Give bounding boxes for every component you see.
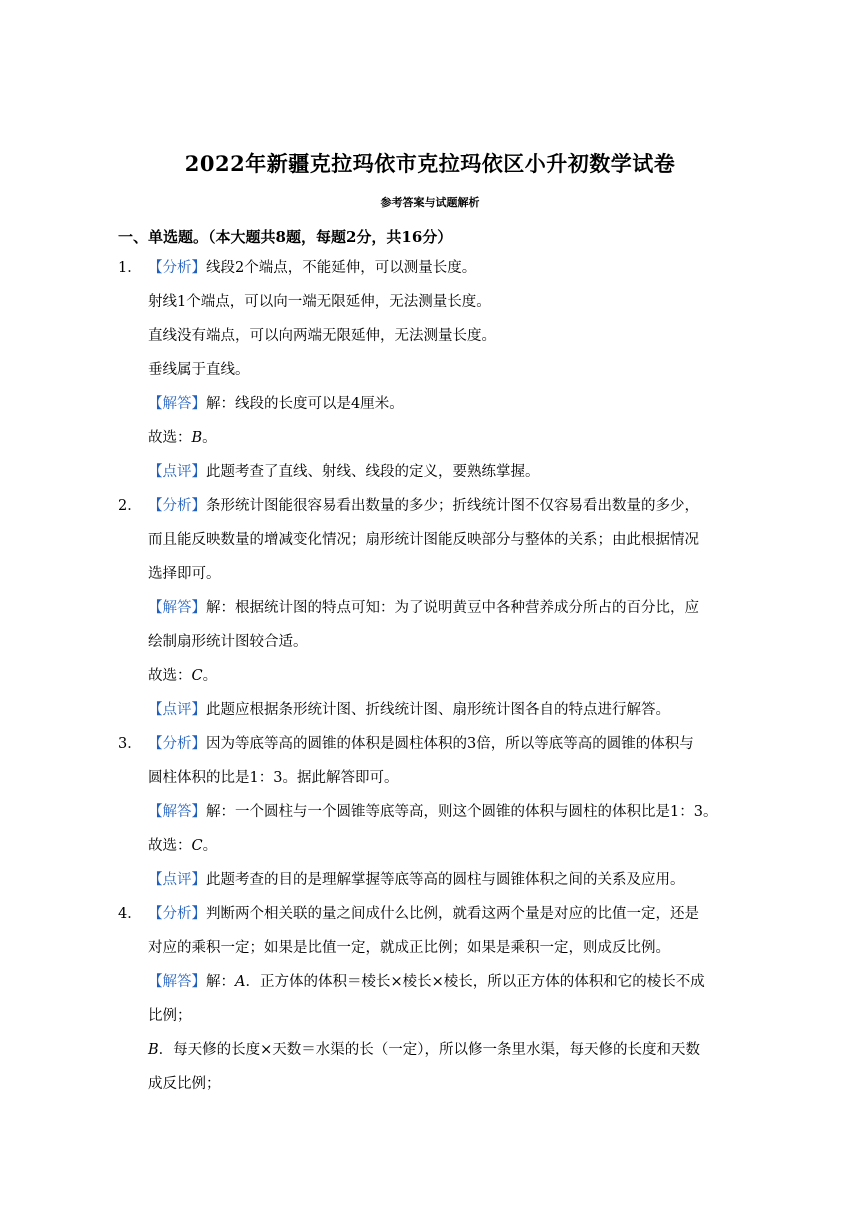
answer-tag: 【解答】 [148,396,206,412]
q4-option-a-letter: A [235,974,246,990]
q4-number: 4． [118,906,142,922]
q4-option-b-line-2: 成反比例； [148,1076,221,1092]
q4-analysis-line [148,904,699,924]
q4-answer-line [148,972,705,992]
choice-prefix: 故选： [148,668,192,684]
q4-answer-line-2: 比例； [148,1008,192,1024]
q2-analysis-line-3: 选择即可。 [148,566,221,582]
q4-answer-text: ．正方体的体积＝棱长×棱长×棱长，所以正方体的体积和它的棱长不成 [245,974,705,990]
q2-choice-line [148,666,217,686]
q1-review-line [148,462,540,482]
review-tag: 【点评】 [148,702,206,718]
q3-answer-text: 解：一个圆柱与一个圆锥等底等高，则这个圆锥的体积与圆柱的体积比是1：3。 [206,804,718,820]
q2-choice: C [191,668,203,684]
q4-answer-prefix: 解： [206,974,235,990]
section-heading: 一、单选题。（本大题共8题，每题2分，共16分） [118,228,453,246]
q1-choice: B [191,430,203,446]
analysis-tag: 【分析】 [148,260,206,276]
q2-answer-line [148,598,699,618]
q2-number: 2． [118,498,142,514]
q1-number: 1． [118,260,142,276]
q3-analysis-text: 因为等底等高的圆锥的体积是圆柱体积的3倍，所以等底等高的圆锥的体积与 [206,736,694,752]
document-subtitle: 参考答案与试题解析 [380,196,480,209]
q3-review-line [148,870,685,890]
q4-analysis-text: 判断两个相关联的量之间成什么比例，就看这两个量是对应的比值一定，还是 [206,906,699,922]
q3-answer-line [148,802,717,822]
analysis-tag: 【分析】 [148,498,206,514]
q1-answer-line [148,394,404,414]
q2-analysis-line-2: 而且能反映数量的增减变化情况；扇形统计图能反映部分与整体的关系；由此根据情况 [148,532,699,548]
choice-prefix: 故选： [148,430,192,446]
q3-analysis-line-2: 圆柱体积的比是1：3。据此解答即可。 [148,770,399,786]
q2-answer-text: 解：根据统计图的特点可知：为了说明黄豆中各种营养成分所占的百分比，应 [206,600,699,616]
q1-review-text: 此题考查了直线、射线、线段的定义，要熟练掌握。 [206,464,540,480]
q4-analysis-line-2: 对应的乘积一定；如果是比值一定，就成正比例；如果是乘积一定，则成反比例。 [148,940,670,956]
review-tag: 【点评】 [148,872,206,888]
q2-answer-line-2: 绘制扇形统计图较合适。 [148,634,308,650]
q1-analysis-line-3: 直线没有端点，可以向两端无限延伸，无法测量长度。 [148,328,496,344]
q1-analysis-line [148,258,476,278]
q3-choice-line [148,836,217,856]
answer-tag: 【解答】 [148,600,206,616]
q3-analysis-line [148,734,694,754]
q1-analysis-line-4: 垂线属于直线。 [148,362,250,378]
q3-review-text: 此题考查的目的是理解掌握等底等高的圆柱与圆锥体积之间的关系及应用。 [206,872,685,888]
q4-option-b-letter: B [148,1042,159,1058]
answer-tag: 【解答】 [148,804,206,820]
analysis-tag: 【分析】 [148,906,206,922]
q3-number: 3． [118,736,142,752]
q1-choice-line [148,428,217,448]
q1-analysis-text: 线段2个端点，不能延伸，可以测量长度。 [206,260,477,276]
q4-option-b-text: ．每天修的长度×天数＝水渠的长（一定），所以修一条里水渠，每天修的长度和天数 [158,1042,701,1058]
q2-review-line [148,700,670,720]
answer-tag: 【解答】 [148,974,206,990]
analysis-tag: 【分析】 [148,736,206,752]
q3-choice: C [191,838,203,854]
document-title: 2022年新疆克拉玛依市克拉玛依区小升初数学试卷 [184,151,676,176]
q1-answer-text: 解：线段的长度可以是4厘米。 [206,396,404,412]
q4-option-b-line [148,1040,700,1060]
review-tag: 【点评】 [148,464,206,480]
choice-suffix: 。 [202,838,218,854]
choice-suffix: 。 [202,668,218,684]
q2-review-text: 此题应根据条形统计图、折线统计图、扇形统计图各自的特点进行解答。 [206,702,670,718]
choice-suffix: 。 [202,430,217,446]
choice-prefix: 故选： [148,838,192,854]
q2-analysis-text: 条形统计图能很容易看出数量的多少；折线统计图不仅容易看出数量的多少， [206,498,699,514]
q2-analysis-line [148,496,699,516]
q1-analysis-line-2: 射线1个端点，可以向一端无限延伸，无法测量长度。 [148,294,491,310]
